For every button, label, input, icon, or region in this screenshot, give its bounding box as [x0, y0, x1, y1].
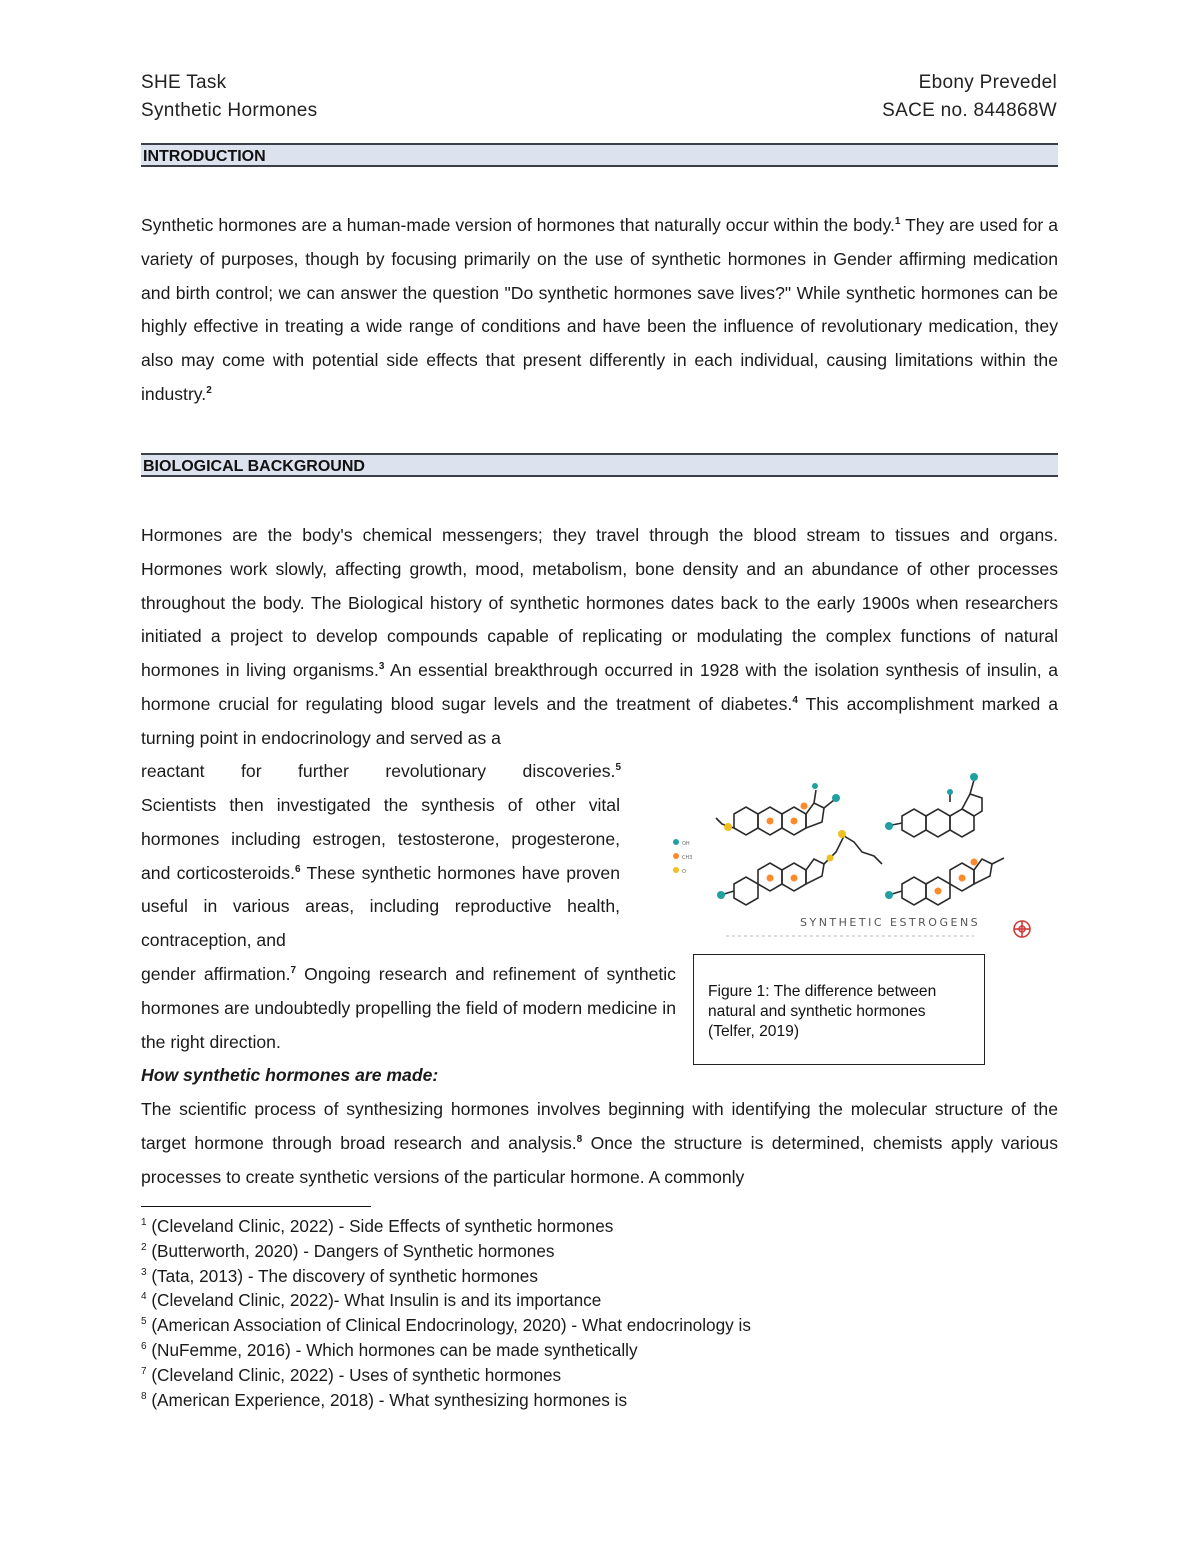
made-paragraph	[141, 1093, 1058, 1194]
ch3-dot	[971, 859, 978, 866]
footnote-item: $^3$ (Tata, 2013) - The discovery of synthetic hormones	[141, 1265, 538, 1286]
legend-label: OH	[682, 841, 690, 847]
footnote-ref[interactable]: 5	[615, 762, 621, 773]
molecule-structure-2	[892, 780, 982, 837]
ch3-dot	[767, 875, 774, 882]
ch3-dot	[767, 818, 774, 825]
oh-dot	[717, 891, 725, 899]
oh-dot	[970, 773, 978, 781]
bio-wrap-block	[141, 789, 620, 958]
figure-caption: Figure 1: The difference between natural and synthetic hormones (Telfer, 2019)	[693, 954, 985, 1065]
footnote-ref[interactable]: 7	[290, 965, 297, 976]
molecule-structure-4	[892, 858, 1004, 905]
footnote-ref[interactable]: 4	[792, 694, 798, 706]
oxygen-dot	[724, 823, 732, 831]
section-heading-biological-background	[141, 453, 1058, 477]
intro-text: They are used for a variety of purposes, though by focusing primarily on the use of synthetic hormones in Gender affirming medication and birth control; we can answer the question "Do synthetic hormones save lives?" While synthetic hormones can be highly effective in treating a wide range of conditions and have been the influence of revolutionary medication, they also may come with potential side effects that present differently in each individual, causing limitations within the industry.	[141, 215, 1058, 404]
synthetic-estrogens-figure	[664, 766, 1044, 944]
oh-dot	[885, 891, 893, 899]
ch3-dot	[791, 818, 798, 825]
intro-paragraph	[141, 209, 1058, 412]
molecule-structure-3	[724, 836, 882, 905]
bio-wrap-block-2	[141, 958, 676, 1059]
oxygen-dot	[827, 855, 834, 862]
header-author: Ebony Prevedel	[918, 72, 1057, 93]
oh-dot	[947, 789, 953, 795]
footnote-item: $^5$ (American Association of Clinical Endocrinology, 2020) - What endocrinology is	[141, 1315, 751, 1336]
intro-text: Synthetic hormones are a human-made version of hormones that naturally occur within the body.	[141, 215, 895, 235]
footnote-item: $^4$ (Cleveland Clinic, 2022)- What Insulin is and its importance	[141, 1290, 602, 1311]
footnote-ref[interactable]: 1	[894, 216, 901, 227]
footnote-ref[interactable]: 3	[378, 661, 385, 673]
footnotes	[141, 1214, 751, 1412]
subheading-how-made: How synthetic hormones are made:	[141, 1065, 439, 1085]
bio-text: This accomplishment marked a turning point in endocrinology and served as a	[141, 693, 1058, 748]
bio-text: gender affirmation.	[141, 964, 291, 984]
made-text: The scientific process of synthesizing hormones involves beginning with identifying the molecular structure of the target hormone through broad research and analysis.	[141, 1099, 1058, 1153]
bio-text: Ongoing research and refinement of synthetic hormones are undoubtedly propelling the field of modern medicine in the right direction.	[141, 964, 676, 1052]
figure-legend	[673, 839, 692, 875]
oh-dot	[832, 794, 840, 802]
bio-text: Scientists then investigated the synthesis of other vital hormones including estrogen, testosterone, progesterone, and corticosteroids.	[141, 795, 620, 883]
oxygen-dot	[838, 830, 846, 838]
footnote-ref[interactable]: 2	[206, 384, 212, 396]
figure-title: SYNTHETIC ESTROGENS	[800, 916, 981, 929]
bio-paragraph-full-width	[141, 519, 1058, 756]
bio-text: An essential breakthrough occurred in 1928 with the isolation synthesis of insulin, a hormone crucial for regulating blood sugar levels and the treatment of diabetes.	[141, 660, 1058, 714]
footnote-item: $^2$ (Butterworth, 2020) - Dangers of Synthetic hormones	[141, 1240, 555, 1261]
section-title: INTRODUCTION	[143, 148, 266, 165]
footnote-item: $^1$ (Cleveland Clinic, 2022) - Side Effects of synthetic hormones	[141, 1216, 614, 1236]
footnote-item: $^6$ (NuFemme, 2016) - Which hormones can be made synthetically	[141, 1339, 638, 1360]
made-text: Once the structure is determined, chemists apply various processes to create synthetic versions of the particular hormone. A commonly	[141, 1132, 1058, 1187]
header-sace-number: SACE no. 844868W	[882, 100, 1057, 121]
header-subject: SHE Task	[141, 72, 227, 93]
bio-wrap-line-1	[141, 755, 621, 789]
footnote-item: $^7$ (Cleveland Clinic, 2022) - Uses of synthetic hormones	[141, 1364, 562, 1385]
bio-text: Hormones are the body's chemical messengers; they travel through the blood stream to tissues and organs. Hormones work slowly, affecting growth, mood, metabolism, bone density and an abundance of other processes throughout the body. The Biological history of synthetic hormones dates back to the early 1900s when researchers initiated a project to develop compounds capable of replicating or modulating the complex functions of natural hormones in living organisms.	[141, 525, 1058, 681]
footnote-ref[interactable]: 8	[576, 1133, 583, 1145]
logo-icon	[1014, 921, 1030, 937]
bio-text: These synthetic hormones have proven useful in various areas, including reproductive health, contraception, and	[141, 862, 620, 951]
ch3-dot	[791, 875, 798, 882]
footnote-ref[interactable]: 6	[294, 863, 301, 875]
legend-label: CH3	[682, 855, 693, 861]
footnote-item: $^8$ (American Experience, 2018) - What synthesizing hormones is	[141, 1389, 628, 1410]
bio-text: reactant for further revolutionary discoveries.	[141, 761, 616, 781]
molecule-structure-1	[716, 790, 834, 835]
ch3-dot	[801, 803, 808, 810]
oh-dot	[812, 783, 818, 789]
ch3-dot	[935, 888, 942, 895]
footnote-separator	[141, 1206, 371, 1207]
header-title: Synthetic Hormones	[141, 100, 318, 121]
legend-label: O	[682, 869, 686, 875]
ch3-dot	[959, 875, 966, 882]
oh-dot	[885, 822, 893, 830]
section-heading-introduction	[141, 143, 1058, 167]
section-title: BIOLOGICAL BACKGROUND	[143, 458, 365, 475]
